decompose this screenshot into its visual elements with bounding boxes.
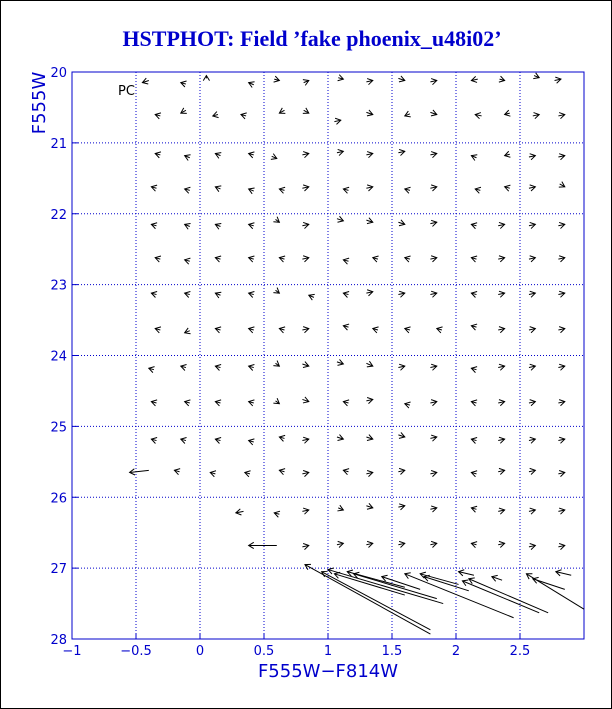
vector-arrow [273,288,279,294]
x-tick-label: 0.5 [253,644,275,659]
vector-arrow [215,400,221,406]
vector-arrow [471,437,477,443]
vector-arrow [471,256,477,262]
vector-arrow [249,223,255,229]
vector-arrow [459,570,474,576]
x-axis-label: F555W−F814W [257,661,399,682]
x-tick-label: 1.5 [381,644,403,659]
vector-arrow [430,152,436,158]
vector-arrow [249,82,255,88]
vector-arrow [558,508,564,514]
x-tick-label: −0.5 [120,644,152,659]
grid-lines [72,72,584,639]
vector-field-chart [1,1,611,708]
vector-arrow [236,509,244,515]
vector-arrow [185,400,191,406]
vector-arrow [430,185,436,191]
y-tick-label: 27 [50,562,67,578]
vector-arrow [529,364,535,370]
x-tick-label: 0 [195,644,205,659]
x-tick-label: 2.5 [509,644,531,659]
vector-shaft [424,577,469,591]
vector-arrow [533,73,539,79]
vector-arrow [151,437,157,443]
vector-arrow [430,110,436,116]
vector-arrow [302,543,308,549]
vector-arrow [279,108,285,113]
vector-arrow [249,400,255,406]
vector-arrow [529,468,535,474]
vector-arrow [529,222,535,228]
vector-arrow [498,222,504,228]
vector-arrow [215,437,221,443]
vector-arrow [499,76,505,82]
vector-arrow [213,112,219,118]
vector-arrow [149,367,155,373]
vector-arrow [529,154,535,160]
vector-arrow [328,568,443,604]
y-tick-label: 25 [50,420,67,436]
vector-arrow [366,110,372,116]
vector-arrow [529,508,535,514]
vector-arrow [366,435,372,441]
vector-arrow [424,575,469,591]
vector-arrow [529,400,535,406]
vector-arrow [505,151,511,157]
vector-arrow [181,364,187,370]
vector-arrow [249,152,255,158]
vector-arrow [471,400,477,406]
vector-arrow [529,256,535,262]
x-axis-ticks [62,633,530,659]
vector-arrow [398,468,404,474]
vector-arrow [303,108,309,113]
vector-arrow [215,153,221,159]
vector-arrow [498,437,504,443]
vector-arrow [498,541,504,547]
vector-arrow [130,469,149,475]
x-tick-label: 1 [323,644,333,659]
vector-arrow [471,223,477,229]
vector-arrow [343,324,349,330]
vector-arrow [366,503,372,509]
vector-arrow [558,113,564,119]
vector-arrow [337,505,343,511]
vector-arrow [151,400,157,406]
vector-arrow [142,78,148,84]
vector-arrow [343,400,349,406]
y-axis-label: F555W [29,71,50,135]
vector-arrows [130,73,584,634]
vector-arrow [529,291,535,297]
vector-arrow [533,113,539,119]
vector-arrow [498,256,504,262]
vector-arrow [430,506,436,512]
vector-arrow [471,291,477,297]
vector-arrow [475,113,481,119]
vector-arrow [405,327,411,333]
vector-arrow [430,400,436,406]
vector-arrow [498,400,504,406]
vector-arrow [337,149,343,155]
vector-arrow [471,471,477,477]
vector-arrow [279,435,285,441]
vector-arrow [302,470,308,476]
vector-arrow [279,187,285,193]
vector-arrow [181,437,187,443]
vector-arrow [398,220,404,226]
y-tick-label: 20 [50,66,67,81]
vector-arrow [274,511,280,517]
vector-arrow [215,292,221,298]
vector-arrow [555,77,561,83]
vector-arrow [185,328,191,334]
vector-arrow [337,216,343,222]
vector-arrow [430,291,436,297]
y-tick-label: 26 [50,491,67,507]
vector-arrow [249,364,255,370]
vector-arrow [151,223,157,229]
vector-arrow [559,182,565,187]
vector-arrow [343,291,349,297]
vector-arrow [558,154,564,160]
vector-arrow [373,256,379,262]
vector-arrow [498,291,504,297]
vector-arrow [558,470,564,476]
vector-arrow [334,118,340,124]
vector-arrow [337,359,343,365]
y-tick-label: 23 [50,278,67,294]
vector-arrow [405,256,411,262]
vector-arrow [398,432,404,438]
panel-label: PC [118,84,135,99]
vector-arrow [215,223,221,229]
vector-arrow [302,437,308,443]
chart-title: HSTPHOT: Field ’fake phoenix_u48i02’ [122,26,502,51]
vector-arrow [462,580,539,613]
vector-arrow [155,256,161,262]
vector-arrow [309,294,315,300]
y-tick-label: 22 [50,207,67,223]
vector-arrow [151,291,157,297]
vector-arrow [430,364,436,370]
vector-arrow [181,81,187,87]
vector-arrow [366,397,372,403]
vector-arrow [302,508,308,514]
vector-arrow [241,113,247,119]
vector-arrow [498,327,504,333]
vector-arrow [366,541,372,547]
vector-arrow [302,256,308,262]
vector-arrow [343,187,349,193]
vector-arrow [437,327,443,333]
vector-arrow [338,75,344,81]
vector-arrow [558,543,564,549]
vector-arrow [273,398,279,404]
vector-arrow [274,76,280,82]
vector-arrow [529,543,535,549]
vector-arrow [366,152,372,158]
vector-arrow [155,113,161,119]
vector-arrow [366,361,372,367]
vector-arrow [405,111,411,117]
vector-arrow [398,541,404,547]
vector-arrow [471,324,477,330]
vector-arrow [302,152,308,158]
vector-arrow [558,364,564,370]
y-tick-label: 24 [50,349,67,365]
vector-arrow [558,327,564,333]
vector-arrow [279,256,285,262]
vector-arrow [471,155,477,161]
vector-arrow [471,367,477,373]
vector-arrow [302,362,308,368]
vector-arrow [249,327,255,333]
vector-arrow [249,439,255,445]
vector-arrow [273,217,279,223]
vector-arrow [185,223,191,229]
vector-arrow [249,256,255,262]
vector-arrow [203,76,209,81]
vector-arrow [215,327,221,333]
vector-arrow [558,222,564,228]
vector-arrow [405,187,411,193]
vector-arrow [366,218,372,224]
vector-arrow [366,290,372,296]
x-tick-label: 2 [451,644,461,659]
vector-arrow [302,185,308,191]
vector-arrow [405,402,411,408]
vector-arrow [498,468,504,474]
vector-arrow [398,76,404,82]
vector-arrow [273,361,279,367]
vector-arrow [249,291,255,297]
vector-arrow [505,110,511,116]
vector-arrow [430,220,436,226]
vector-arrow [498,364,504,370]
vector-arrow [529,437,535,443]
vector-shaft [469,579,548,613]
y-tick-label: 21 [50,136,67,152]
vector-arrow [249,542,277,548]
vector-arrow [366,185,372,191]
vector-arrow [558,291,564,297]
vector-arrow [558,256,564,262]
vector-arrow [475,187,481,193]
y-tick-label: 28 [50,633,67,648]
vector-arrow [430,435,436,441]
vector-arrow [430,256,436,262]
vector-arrow [174,469,180,475]
vector-arrow [498,508,504,514]
vector-arrow [398,504,404,510]
vector-arrow [181,108,187,113]
vector-arrow [302,397,308,403]
vector-arrow [398,149,404,155]
vector-arrow [337,541,343,547]
y-axis-ticks [50,66,78,648]
vector-arrow [245,471,251,477]
vector-arrow [210,471,216,477]
vector-arrow [343,258,349,264]
vector-arrow [185,187,191,193]
vector-arrow [430,470,436,476]
vector-arrow [155,327,161,333]
vector-arrow [271,154,277,160]
vector-arrow [430,541,436,547]
vector-arrow [558,400,564,406]
vector-arrow [279,327,285,333]
vector-arrow [185,291,191,297]
vector-arrow [337,435,343,441]
vector-arrow [558,437,564,443]
vector-arrow [492,575,502,581]
vector-arrow [366,470,372,476]
vector-arrow [303,80,309,86]
vector-arrow [471,542,477,548]
vector-shaft [462,581,539,613]
vector-arrow [398,291,404,297]
x-tick-label: −1 [62,644,82,659]
vector-arrow [302,327,308,333]
vector-arrow [430,79,436,85]
vector-arrow [347,570,405,587]
vector-arrow [398,364,404,370]
vector-arrow [215,186,221,192]
vector-arrow [215,364,221,370]
vector-arrow [302,222,308,228]
vector-arrow [529,185,535,191]
vector-arrow [366,79,372,85]
vector-arrow [185,258,191,264]
vector-arrow [373,327,379,333]
vector-arrow [279,469,285,475]
vector-arrow [556,570,571,576]
vector-arrow [529,327,535,333]
vector-arrow [215,256,221,262]
vector-arrow [249,188,255,194]
vector-arrow [471,76,477,82]
vector-arrow [343,469,349,475]
vector-arrow [505,185,511,191]
vector-arrow [151,185,157,191]
vector-arrow [185,155,191,161]
vector-arrow [155,152,161,158]
vector-arrow [471,506,477,512]
